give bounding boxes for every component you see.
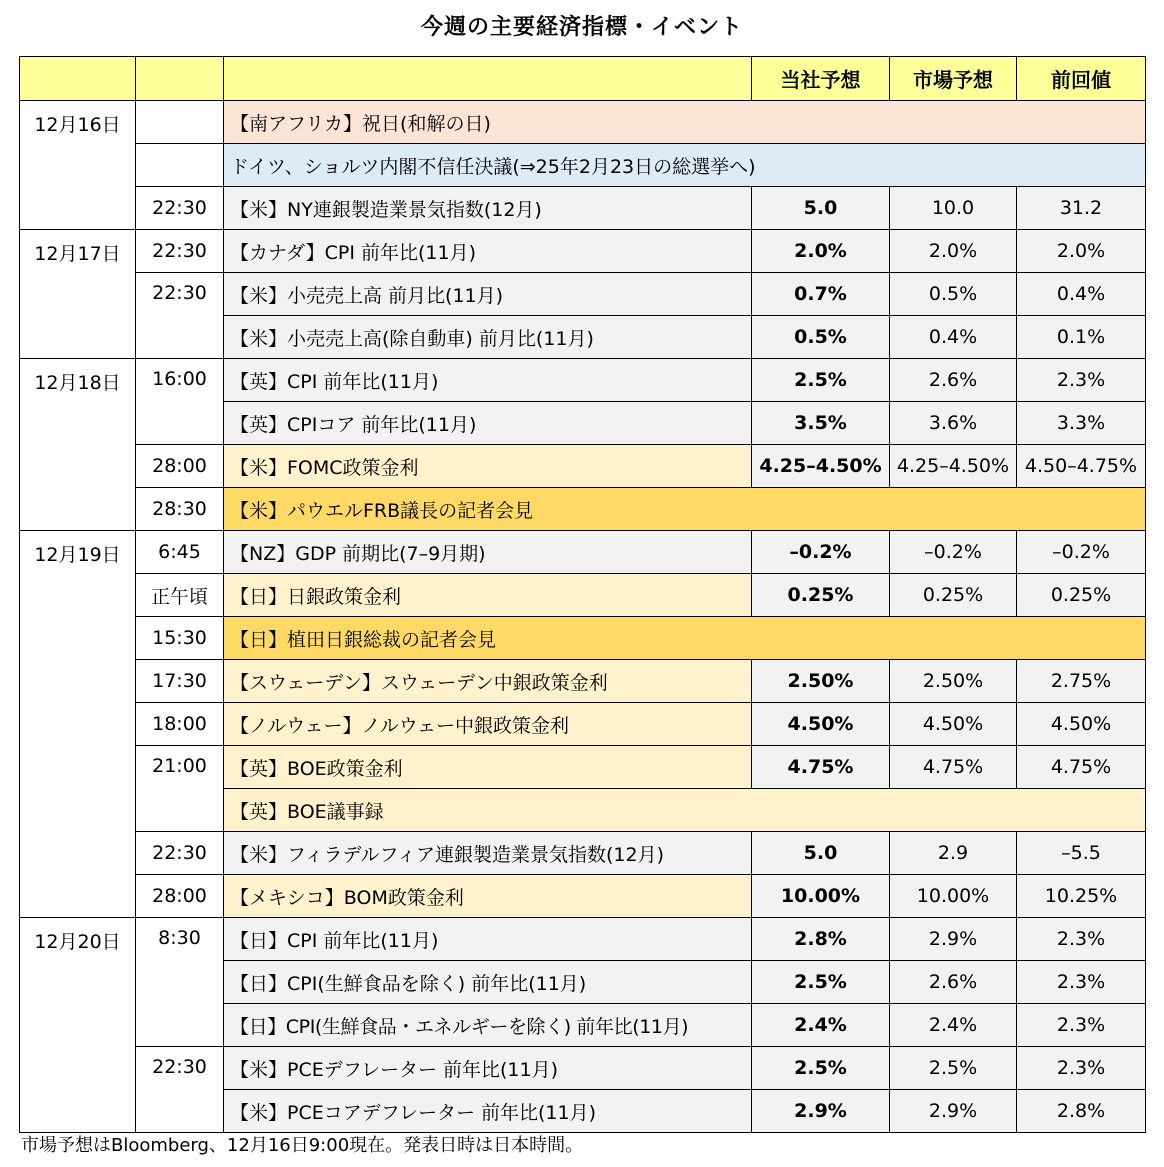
own-forecast-cell: 0.5% <box>752 316 890 359</box>
market-forecast-cell: 2.9% <box>890 918 1017 961</box>
date-cell: 12月18日 <box>20 359 136 531</box>
own-forecast-cell: 0.25% <box>752 574 890 617</box>
market-forecast-cell: 2.4% <box>890 1004 1017 1047</box>
table-row <box>20 832 1146 875</box>
event-cell: 【日】CPI(生鮮食品を除く) 前年比(11月) <box>224 961 752 1004</box>
event-cell: 【南アフリカ】祝日(和解の日) <box>224 101 1146 144</box>
header-market-forecast: 市場予想 <box>890 57 1017 101</box>
table-row <box>20 273 1146 316</box>
own-forecast-cell: 2.8% <box>752 918 890 961</box>
event-cell: 【英】BOE議事録 <box>224 789 1146 832</box>
own-forecast-cell: –0.2% <box>752 531 890 574</box>
market-forecast-cell: 2.5% <box>890 1047 1017 1090</box>
market-forecast-cell: 2.6% <box>890 359 1017 402</box>
previous-cell: 0.25% <box>1017 574 1146 617</box>
table-row <box>20 488 1146 531</box>
own-forecast-cell: 2.4% <box>752 1004 890 1047</box>
own-forecast-cell: 4.25–4.50% <box>752 445 890 488</box>
previous-cell: 2.3% <box>1017 359 1146 402</box>
previous-cell: 4.50% <box>1017 703 1146 746</box>
table-row <box>20 918 1146 961</box>
previous-cell: 2.8% <box>1017 1090 1146 1133</box>
table-row <box>20 617 1146 660</box>
event-cell: 【英】BOE政策金利 <box>224 746 752 789</box>
event-cell: ドイツ、ショルツ内閣不信任決議(⇒25年2月23日の総選挙へ) <box>224 144 1146 187</box>
own-forecast-cell: 0.7% <box>752 273 890 316</box>
table-row <box>20 746 1146 789</box>
previous-cell: –5.5 <box>1017 832 1146 875</box>
time-cell: 15:30 <box>136 617 224 660</box>
market-forecast-cell: 0.5% <box>890 273 1017 316</box>
event-cell: 【スウェーデン】スウェーデン中銀政策金利 <box>224 660 752 703</box>
time-cell: 6:45 <box>136 531 224 574</box>
time-cell: 22:30 <box>136 1047 224 1133</box>
time-cell: 18:00 <box>136 703 224 746</box>
header-time-cell <box>136 57 224 101</box>
own-forecast-cell: 4.50% <box>752 703 890 746</box>
date-cell: 12月19日 <box>20 531 136 918</box>
time-cell: 28:00 <box>136 875 224 918</box>
table-row <box>20 230 1146 273</box>
event-cell: 【米】パウエルFRB議長の記者会見 <box>224 488 1146 531</box>
header-own-forecast: 当社予想 <box>752 57 890 101</box>
table-row <box>20 660 1146 703</box>
previous-cell: –0.2% <box>1017 531 1146 574</box>
market-forecast-cell: 10.0 <box>890 187 1017 230</box>
table-row <box>20 1047 1146 1090</box>
table-row <box>20 359 1146 402</box>
table-row <box>20 101 1146 144</box>
economic-calendar-table <box>19 56 1146 1133</box>
previous-cell: 2.3% <box>1017 961 1146 1004</box>
own-forecast-cell: 5.0 <box>752 832 890 875</box>
header-event-cell <box>224 57 752 101</box>
time-cell: 22:30 <box>136 273 224 359</box>
event-cell: 【米】FOMC政策金利 <box>224 445 752 488</box>
header-previous: 前回値 <box>1017 57 1146 101</box>
event-cell: 【日】日銀政策金利 <box>224 574 752 617</box>
table-row <box>20 574 1146 617</box>
market-forecast-cell: 3.6% <box>890 402 1017 445</box>
time-cell: 8:30 <box>136 918 224 1047</box>
event-cell: 【米】PCEデフレーター 前年比(11月) <box>224 1047 752 1090</box>
event-cell: 【米】PCEコアデフレーター 前年比(11月) <box>224 1090 752 1133</box>
header-date-cell <box>20 57 136 101</box>
time-cell: 28:30 <box>136 488 224 531</box>
previous-cell: 2.75% <box>1017 660 1146 703</box>
table-row <box>20 144 1146 187</box>
table-row <box>20 703 1146 746</box>
time-cell: 22:30 <box>136 187 224 230</box>
market-forecast-cell: 0.4% <box>890 316 1017 359</box>
time-cell: 正午頃 <box>136 574 224 617</box>
event-cell: 【日】CPI 前年比(11月) <box>224 918 752 961</box>
date-cell: 12月17日 <box>20 230 136 359</box>
event-cell: 【英】CPIコア 前年比(11月) <box>224 402 752 445</box>
event-cell: 【メキシコ】BOM政策金利 <box>224 875 752 918</box>
market-forecast-cell: 2.9% <box>890 1090 1017 1133</box>
time-cell: 16:00 <box>136 359 224 445</box>
page-title: 今週の主要経済指標・イベント <box>420 15 743 40</box>
table-row <box>20 445 1146 488</box>
market-forecast-cell: 2.9 <box>890 832 1017 875</box>
previous-cell: 2.0% <box>1017 230 1146 273</box>
table-row <box>20 187 1146 230</box>
time-cell: 22:30 <box>136 230 224 273</box>
event-cell: 【日】CPI(生鮮食品・エネルギーを除く) 前年比(11月) <box>224 1004 752 1047</box>
event-cell: 【米】フィラデルフィア連銀製造業景気指数(12月) <box>224 832 752 875</box>
own-forecast-cell: 2.5% <box>752 359 890 402</box>
market-forecast-cell: 2.6% <box>890 961 1017 1004</box>
market-forecast-cell: 2.50% <box>890 660 1017 703</box>
market-forecast-cell: 4.50% <box>890 703 1017 746</box>
own-forecast-cell: 2.0% <box>752 230 890 273</box>
event-cell: 【英】CPI 前年比(11月) <box>224 359 752 402</box>
time-cell: 28:00 <box>136 445 224 488</box>
own-forecast-cell: 10.00% <box>752 875 890 918</box>
event-cell: 【日】植田日銀総裁の記者会見 <box>224 617 1146 660</box>
previous-cell: 31.2 <box>1017 187 1146 230</box>
market-forecast-cell: 0.25% <box>890 574 1017 617</box>
previous-cell: 4.75% <box>1017 746 1146 789</box>
market-forecast-cell: 4.75% <box>890 746 1017 789</box>
date-cell: 12月20日 <box>20 918 136 1133</box>
previous-cell: 0.1% <box>1017 316 1146 359</box>
own-forecast-cell: 5.0 <box>752 187 890 230</box>
market-forecast-cell: 2.0% <box>890 230 1017 273</box>
own-forecast-cell: 3.5% <box>752 402 890 445</box>
event-cell: 【米】NY連銀製造業景気指数(12月) <box>224 187 752 230</box>
date-cell: 12月16日 <box>20 101 136 230</box>
previous-cell: 10.25% <box>1017 875 1146 918</box>
table-row <box>20 531 1146 574</box>
previous-cell: 2.3% <box>1017 918 1146 961</box>
event-cell: 【ノルウェー】ノルウェー中銀政策金利 <box>224 703 752 746</box>
time-cell: 21:00 <box>136 746 224 832</box>
own-forecast-cell: 2.5% <box>752 1047 890 1090</box>
footnote: 市場予想はBloomberg、12月16日9:00現在。発表日時は日本時間。 <box>21 1135 584 1156</box>
table-row <box>20 875 1146 918</box>
header-row <box>20 57 1146 101</box>
event-cell: 【米】小売売上高(除自動車) 前月比(11月) <box>224 316 752 359</box>
own-forecast-cell: 2.5% <box>752 961 890 1004</box>
time-cell <box>136 101 224 144</box>
time-cell: 22:30 <box>136 832 224 875</box>
previous-cell: 3.3% <box>1017 402 1146 445</box>
market-forecast-cell: 10.00% <box>890 875 1017 918</box>
time-cell <box>136 144 224 187</box>
previous-cell: 4.50–4.75% <box>1017 445 1146 488</box>
own-forecast-cell: 4.75% <box>752 746 890 789</box>
event-cell: 【NZ】GDP 前期比(7–9月期) <box>224 531 752 574</box>
event-cell: 【カナダ】CPI 前年比(11月) <box>224 230 752 273</box>
previous-cell: 2.3% <box>1017 1004 1146 1047</box>
previous-cell: 0.4% <box>1017 273 1146 316</box>
own-forecast-cell: 2.9% <box>752 1090 890 1133</box>
event-cell: 【米】小売売上高 前月比(11月) <box>224 273 752 316</box>
market-forecast-cell: 4.25–4.50% <box>890 445 1017 488</box>
time-cell: 17:30 <box>136 660 224 703</box>
market-forecast-cell: –0.2% <box>890 531 1017 574</box>
previous-cell: 2.3% <box>1017 1047 1146 1090</box>
own-forecast-cell: 2.50% <box>752 660 890 703</box>
